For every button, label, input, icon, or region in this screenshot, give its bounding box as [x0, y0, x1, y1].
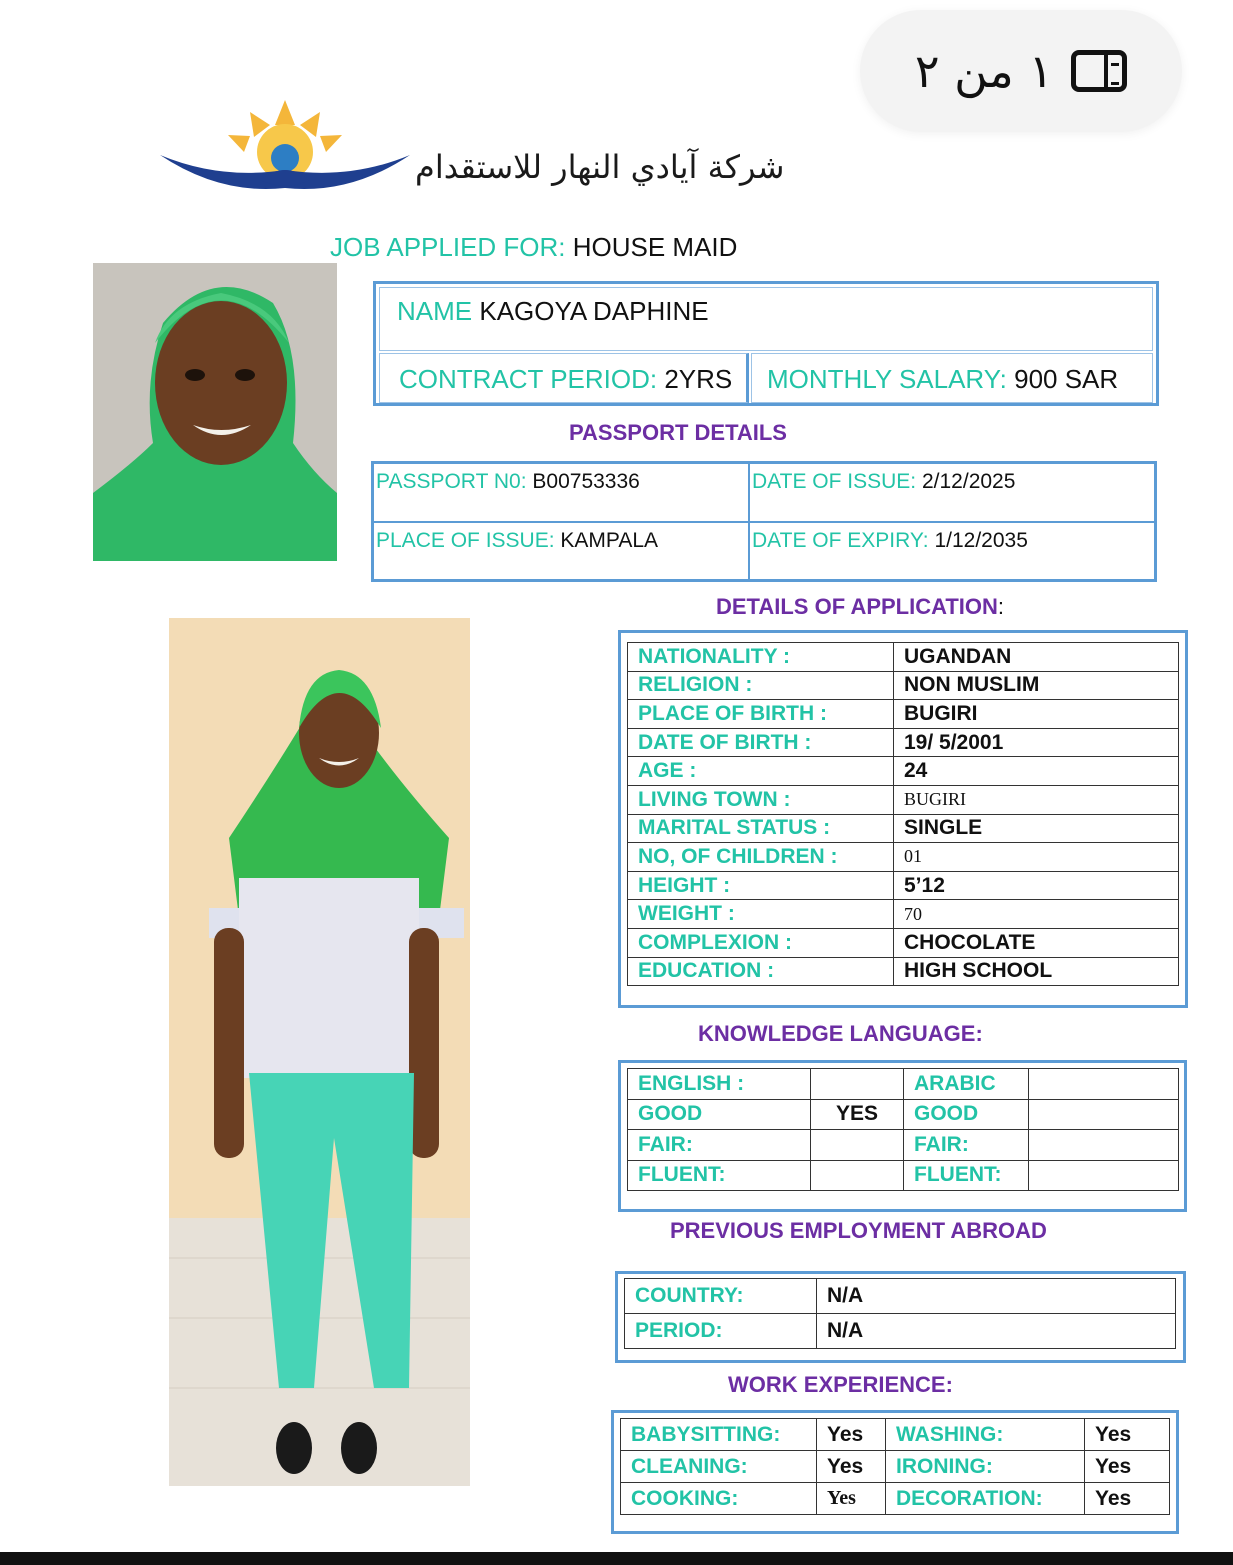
job-applied-label: JOB APPLIED FOR:: [330, 232, 566, 262]
arabic-level-value: [1029, 1130, 1179, 1161]
passport-table: [371, 461, 1157, 582]
english-level-value: YES: [811, 1099, 904, 1130]
employment-table: [624, 1278, 1176, 1349]
contract-period-value: 2YRS: [664, 364, 733, 394]
page-indicator[interactable]: [860, 10, 1182, 132]
application-row: [628, 843, 1179, 872]
application-row-value: BUGIRI: [894, 785, 1179, 814]
issue-date-label: DATE OF ISSUE:: [752, 470, 917, 493]
application-row: [628, 728, 1179, 757]
monthly-salary-value: 900 SAR: [1014, 364, 1119, 394]
arabic-level-value: [1029, 1160, 1179, 1191]
employment-row-value: N/A: [817, 1314, 1176, 1349]
employment-row: [625, 1279, 1176, 1314]
application-row-label: RELIGION :: [628, 671, 894, 700]
application-row-label: WEIGHT :: [628, 900, 894, 929]
passport-details-title: PASSPORT DETAILS: [569, 420, 787, 445]
application-row: [628, 814, 1179, 843]
employment-row: [625, 1314, 1176, 1349]
passport-no-value: B00753336: [532, 470, 640, 493]
monthly-salary-label: MONTHLY SALARY:: [767, 364, 1007, 394]
experience-skill-value: Yes: [1085, 1451, 1170, 1483]
experience-skill-label: DECORATION:: [886, 1483, 1085, 1515]
name-row: [379, 287, 1153, 351]
application-row-label: EDUCATION :: [628, 957, 894, 986]
application-row-label: COMPLEXION :: [628, 928, 894, 957]
experience-row: [621, 1419, 1170, 1451]
experience-table: [620, 1418, 1170, 1515]
application-row-value: CHOCOLATE: [894, 928, 1179, 957]
application-row: [628, 643, 1179, 672]
english-level-label: GOOD: [628, 1099, 811, 1130]
english-level-label: ENGLISH :: [628, 1069, 811, 1100]
expiry-date-cell: [749, 522, 1155, 580]
contract-period-cell: [379, 353, 749, 403]
place-of-issue-value: KAMPALA: [560, 529, 659, 552]
application-row: [628, 900, 1179, 929]
english-level-value: [811, 1160, 904, 1191]
application-row-label: MARITAL STATUS :: [628, 814, 894, 843]
application-row-value: SINGLE: [894, 814, 1179, 843]
english-level-value: [811, 1069, 904, 1100]
application-row-value: NON MUSLIM: [894, 671, 1179, 700]
application-row-value: 19/ 5/2001: [894, 728, 1179, 757]
application-details-table: [627, 642, 1179, 986]
experience-skill-value: Yes: [817, 1483, 886, 1515]
experience-skill-label: COOKING:: [621, 1483, 817, 1515]
arabic-level-value: [1029, 1069, 1179, 1100]
employment-row-label: PERIOD:: [625, 1314, 817, 1349]
language-row: [628, 1099, 1179, 1130]
arabic-level-value: [1029, 1099, 1179, 1130]
full-body-photo: [169, 618, 470, 1486]
application-row-value: 01: [894, 843, 1179, 872]
application-row-value: 24: [894, 757, 1179, 786]
application-row: [628, 928, 1179, 957]
application-row: [628, 871, 1179, 900]
application-row-value: UGANDAN: [894, 643, 1179, 672]
experience-skill-label: IRONING:: [886, 1451, 1085, 1483]
arabic-level-label: FLUENT:: [904, 1160, 1029, 1191]
experience-skill-label: WASHING:: [886, 1419, 1085, 1451]
experience-skill-value: Yes: [817, 1451, 886, 1483]
knowledge-language-title: KNOWLEDGE LANGUAGE:: [698, 1021, 983, 1046]
application-row: [628, 757, 1179, 786]
work-experience-title: WORK EXPERIENCE:: [728, 1372, 953, 1397]
experience-skill-value: Yes: [1085, 1419, 1170, 1451]
application-details-title: [716, 594, 1004, 620]
name-field: [397, 296, 709, 327]
experience-skill-value: Yes: [817, 1419, 886, 1451]
arabic-level-label: ARABIC: [904, 1069, 1029, 1100]
arabic-level-label: FAIR:: [904, 1130, 1029, 1161]
english-level-value: [811, 1130, 904, 1161]
experience-skill-label: BABYSITTING:: [621, 1419, 817, 1451]
headshot-photo: [93, 263, 337, 561]
monthly-salary-cell: [751, 353, 1153, 403]
application-row-label: LIVING TOWN :: [628, 785, 894, 814]
english-level-label: FAIR:: [628, 1130, 811, 1161]
previous-employment-title: PREVIOUS EMPLOYMENT ABROAD: [670, 1218, 1047, 1243]
application-row-value: BUGIRI: [894, 700, 1179, 729]
experience-row: [621, 1451, 1170, 1483]
expiry-date-value: 1/12/2035: [934, 529, 1028, 552]
application-row-label: NO, OF CHILDREN :: [628, 843, 894, 872]
issue-date-cell: [749, 463, 1155, 522]
application-row: [628, 785, 1179, 814]
experience-skill-value: Yes: [1085, 1483, 1170, 1515]
employment-row-label: COUNTRY:: [625, 1279, 817, 1314]
application-details-title-text: DETAILS OF APPLICATION: [716, 594, 998, 619]
experience-skill-label: CLEANING:: [621, 1451, 817, 1483]
job-applied-line: [330, 232, 737, 263]
name-contract-box: [373, 281, 1159, 406]
application-row-label: PLACE OF BIRTH :: [628, 700, 894, 729]
application-row-value: HIGH SCHOOL: [894, 957, 1179, 986]
application-row: [628, 671, 1179, 700]
monthly-salary-field: [767, 364, 1118, 395]
language-row: [628, 1160, 1179, 1191]
company-name: شركة آيادي النهار للاستقدام: [415, 148, 785, 186]
passport-no-label: PASSPORT N0:: [376, 470, 527, 493]
english-level-label: FLUENT:: [628, 1160, 811, 1191]
experience-row: [621, 1483, 1170, 1515]
application-row-label: DATE OF BIRTH :: [628, 728, 894, 757]
application-row-value: 70: [894, 900, 1179, 929]
application-row-label: NATIONALITY :: [628, 643, 894, 672]
passport-no-cell: [373, 463, 749, 522]
page-indicator-text: ١ من ٢: [914, 44, 1054, 98]
language-table: [627, 1068, 1179, 1191]
place-of-issue-label: PLACE OF ISSUE:: [376, 529, 555, 552]
contract-period-field: [399, 364, 732, 395]
application-row: [628, 957, 1179, 986]
application-row-value: 5’12: [894, 871, 1179, 900]
application-row: [628, 700, 1179, 729]
name-label: NAME: [397, 296, 473, 326]
employment-row-value: N/A: [817, 1279, 1176, 1314]
application-row-label: AGE :: [628, 757, 894, 786]
expiry-date-label: DATE OF EXPIRY:: [752, 529, 929, 552]
language-row: [628, 1069, 1179, 1100]
arabic-level-label: GOOD: [904, 1099, 1029, 1130]
name-value: KAGOYA DAPHINE: [479, 296, 709, 326]
issue-date-value: 2/12/2025: [921, 470, 1016, 493]
book-view-icon: [1071, 50, 1127, 92]
application-details-colon: :: [997, 594, 1005, 619]
place-of-issue-cell: [373, 522, 749, 580]
company-logo: [160, 100, 410, 200]
language-row: [628, 1130, 1179, 1161]
contract-period-label: CONTRACT PERIOD:: [399, 364, 658, 394]
application-row-label: HEIGHT :: [628, 871, 894, 900]
bottom-bar: [0, 1552, 1233, 1565]
job-applied-value: HOUSE MAID: [572, 232, 738, 262]
